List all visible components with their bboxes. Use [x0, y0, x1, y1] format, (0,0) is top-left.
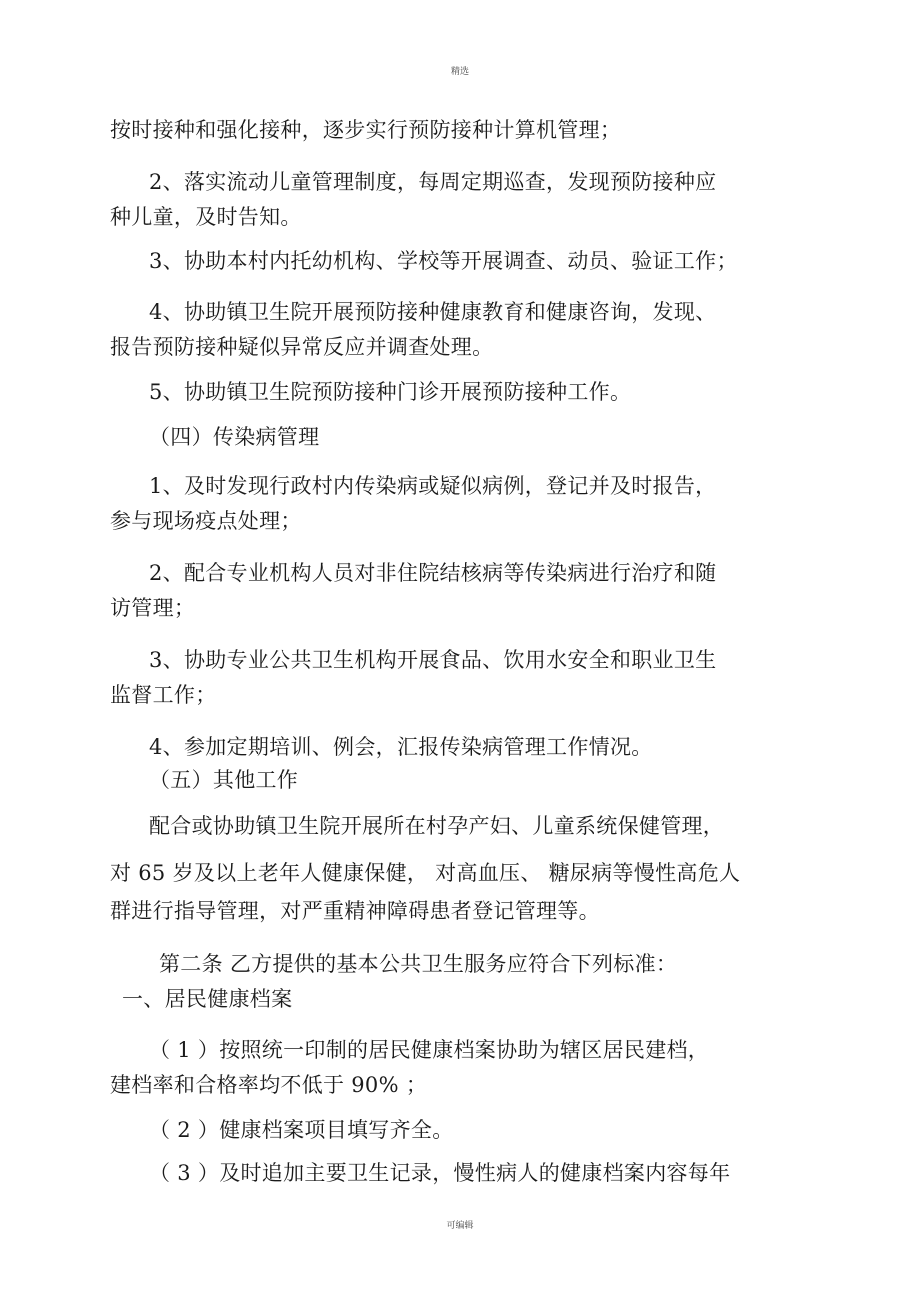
text-line: 监督工作；: [110, 683, 217, 707]
text-line: 访管理；: [110, 596, 196, 620]
text-line: 配合或协助镇卫生院开展所在村孕产妇、儿童系统保健管理，: [149, 814, 725, 838]
page-header: 精选: [450, 67, 469, 77]
text-line: 群进行指导管理，对严重精神障碍患者登记管理等。: [110, 899, 600, 923]
text-line: 按时接种和强化接种，逐步实行预防接种计算机管理；: [110, 118, 622, 142]
text-line: （ 3 ）及时追加主要卫生记录，慢性病人的健康档案内容每年: [149, 1161, 731, 1185]
text-line: 4、协助镇卫生院开展预防接种健康教育和健康咨询，发现、: [149, 300, 717, 324]
text-line: 建档率和合格率均不低于 90% ；: [110, 1073, 428, 1097]
text-line: 2、配合专业机构人员对非住院结核病等传染病进行治疗和随: [149, 561, 717, 585]
text-line: 4、参加定期培训、例会，汇报传染病管理工作情况。: [149, 735, 653, 759]
text-line: 3、协助专业公共卫生机构开展食品、饮用水安全和职业卫生: [149, 648, 717, 672]
text-line: 对 65 岁及以上老年人健康保健， 对高血压、 糖尿病等慢性高危人: [110, 861, 741, 885]
section-heading: （五）其他工作: [149, 768, 299, 792]
text-line: （ 2 ）健康档案项目填写齐全。: [149, 1118, 454, 1142]
text-line: 5、协助镇卫生院预防接种门诊开展预防接种工作。: [149, 380, 632, 404]
section-heading: （四）传染病管理: [149, 425, 320, 449]
text-line: 参与现场疫点处理；: [110, 509, 302, 533]
text-line: 报告预防接种疑似异常反应并调查处理。: [110, 335, 494, 359]
text-line: （ 1 ）按照统一印制的居民健康档案协助为辖区居民建档，: [149, 1038, 710, 1062]
text-line: 种儿童，及时告知。: [110, 205, 302, 229]
article-heading: 第二条 乙方提供的基本公共卫生服务应符合下列标准：: [159, 952, 678, 976]
text-line: 2、落实流动儿童管理制度，每周定期巡查，发现预防接种应: [149, 170, 717, 194]
section-heading: 一、居民健康档案: [122, 987, 293, 1011]
text-line: 3、协助本村内托幼机构、学校等开展调查、动员、验证工作；: [149, 249, 738, 273]
text-line: 1、及时发现行政村内传染病或疑似病例，登记并及时报告，: [149, 474, 717, 498]
page-footer: 可编辑: [446, 1221, 474, 1231]
